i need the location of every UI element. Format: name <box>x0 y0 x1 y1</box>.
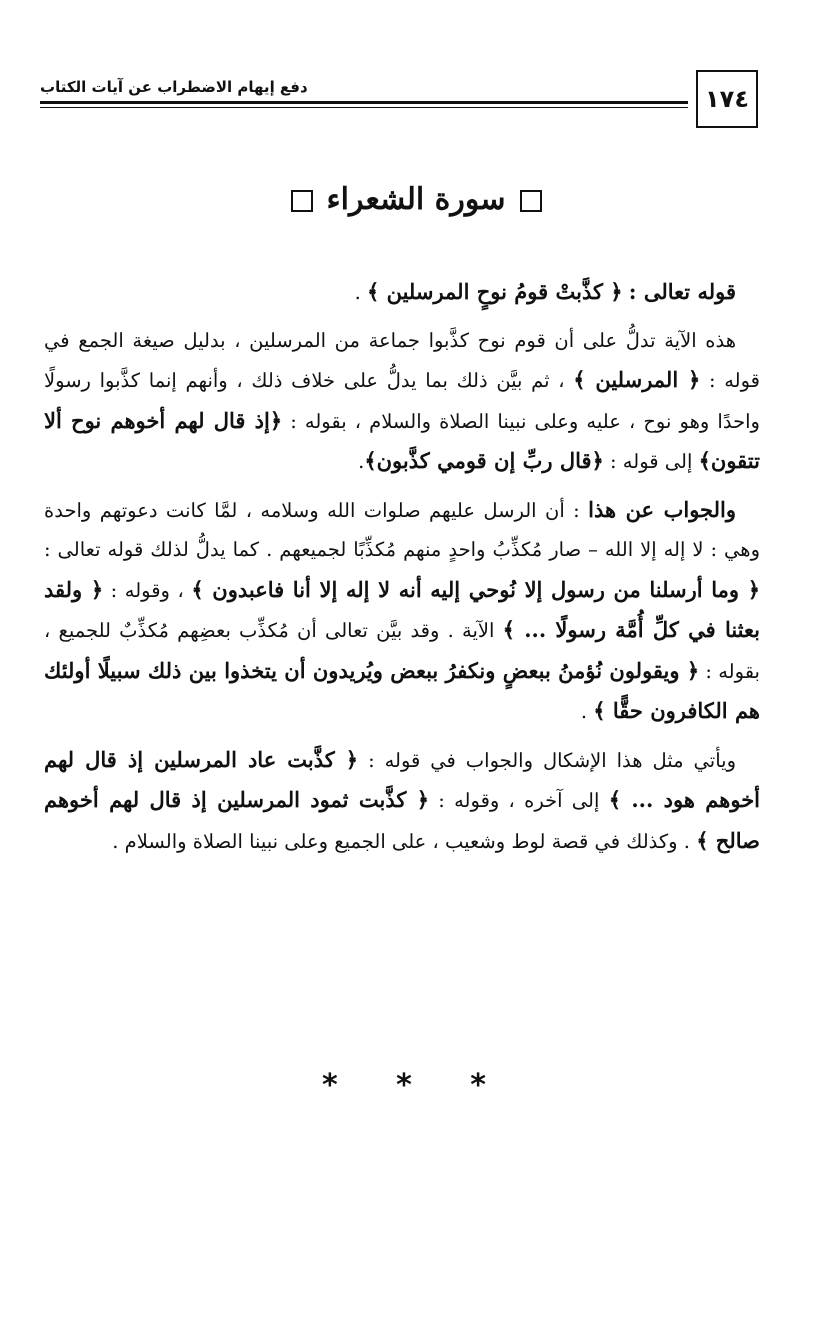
quran-verse: ﴿ المرسلين ﴾ <box>573 367 701 392</box>
header-rule-thin <box>40 107 688 108</box>
text-run: ، ثم بيَّن ذلك بما يدلُّ على خلاف ذلك ، وأنهم إنما كذَّبوا رسولًا واحدًا وهو نوح ، عليه وعلى نبينا الصلاة والسلام ، بقوله : <box>44 369 760 433</box>
text-run: الآية . وقد بيَّن تعالى أن مُكذِّب بعضِهم مُكذِّبٌ للجميع ، بقوله : <box>44 619 760 683</box>
quran-verse: ﴿ كذَّبت ثمود المرسلين إذ قال لهم أخوهم صالح ﴾ <box>44 787 760 853</box>
text-run: . وكذلك في قصة لوط وشعيب ، على الجميع وعلى نبينا الصلاة والسلام . <box>112 829 690 853</box>
text-run: ، وقوله : <box>110 578 184 602</box>
quran-verse: ﴿ وما أرسلنا من رسول إلا نُوحي إليه أنه لا إله إلا أنا فاعبدون ﴾ <box>191 576 761 602</box>
text-run: هذه الآية تدلُّ على أن قوم نوح كذَّبوا جماعة من المرسلين ، بدليل صيغة الجمع في قوله : <box>44 328 760 392</box>
quran-verse: ﴿قال ربِّ إن قومي كذَّبون﴾ <box>364 448 604 473</box>
quran-verse: ﴿إذ قال لهم أخوهم نوح ألا تتقون﴾ <box>44 407 760 473</box>
quran-verse: ﴿ ولقد بعثنا في كلِّ أُمَّة رسولًا ... ﴾ <box>44 576 760 642</box>
paragraph-answer <box>44 490 760 732</box>
paragraph-similar <box>44 740 760 862</box>
paragraph-verse <box>44 272 760 313</box>
verse-lead: قوله تعالى : <box>628 279 736 304</box>
surah-title-text: سورة الشعراء <box>326 182 506 217</box>
punctuation: . <box>354 281 361 304</box>
text-run: إلى قوله : <box>610 450 693 473</box>
body-text <box>44 272 760 869</box>
punctuation: . <box>358 450 365 473</box>
surah-title <box>0 182 832 217</box>
quran-verse: ﴿ ويقولون نُؤمنُ ببعضٍ ونكفرُ ببعض ويُريدون أن يتخذوا بين ذلك سبيلًا أولئك هم الكافرون حقًّا ﴾ <box>44 657 760 723</box>
page-header <box>40 70 758 130</box>
answer-lead: والجواب عن هذا <box>588 496 736 522</box>
paragraph-question <box>44 321 760 482</box>
section-separator: * * * <box>322 1068 510 1103</box>
square-ornament-icon <box>291 190 313 212</box>
text-run: إلى آخره ، وقوله : <box>438 789 600 812</box>
running-title: دفع إيهام الاضطراب عن آيات الكتاب <box>40 78 308 96</box>
square-ornament-icon <box>520 190 542 212</box>
page-number: ١٧٤ <box>696 70 758 128</box>
text-run: ويأتي مثل هذا الإشكال والجواب في قوله : <box>368 748 737 772</box>
quran-verse: ﴿ كذَّبت عاد المرسلين إذ قال لهم أخوهم هود ... ﴾ <box>44 746 761 812</box>
text-run: : أن الرسل عليهم صلوات الله وسلامه ، لمَّا كانت دعوتهم واحدة وهي : لا إله إلا الله – صار مُكذِّبُ واحدٍ منهم مُكذِّبًا لجميعهم . كما يدلُّ لذلك قوله تعالى : <box>44 498 760 561</box>
quran-verse: ﴿ كذَّبتْ قومُ نوحٍ المرسلين ﴾ <box>366 279 623 304</box>
punctuation: . <box>580 700 588 723</box>
header-rule-thick <box>40 101 688 104</box>
